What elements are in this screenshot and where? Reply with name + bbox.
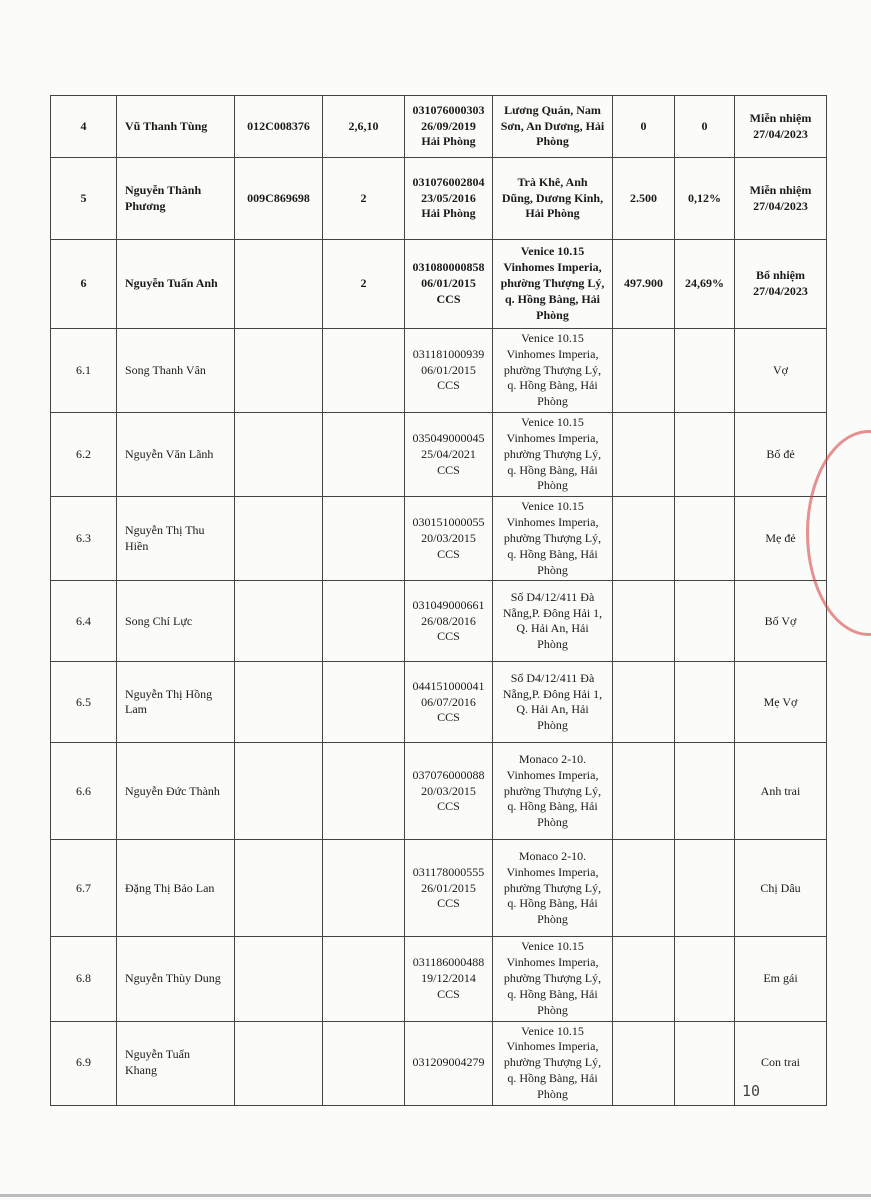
- cell-code: 009C869698: [235, 158, 323, 240]
- cell-addr: Số D4/12/411 Đà Nẵng,P. Đông Hải 1, Q. Hải An, Hải Phòng: [493, 581, 613, 662]
- cell-pos: 2: [323, 240, 405, 329]
- table-row: [51, 413, 827, 497]
- cell-stt: 6.5: [51, 662, 117, 743]
- cell-stt: 5: [51, 158, 117, 240]
- cell-code: [235, 581, 323, 662]
- cell-shares: [613, 413, 675, 497]
- cell-name: Nguyễn Tuấn Khang: [117, 1021, 235, 1105]
- cell-pct: [675, 937, 735, 1021]
- cell-name: Song Chí Lực: [117, 581, 235, 662]
- cell-shares: [613, 937, 675, 1021]
- cell-stt: 6.9: [51, 1021, 117, 1105]
- cell-shares: 497.900: [613, 240, 675, 329]
- cell-note: Anh trai: [735, 743, 827, 840]
- cell-stt: 4: [51, 96, 117, 158]
- cell-note: Miễn nhiệm 27/04/2023: [735, 96, 827, 158]
- cell-note: Con trai: [735, 1021, 827, 1105]
- cell-addr: Số D4/12/411 Đà Nẵng,P. Đông Hải 1, Q. Hải An, Hải Phòng: [493, 662, 613, 743]
- scan-edge: [0, 1194, 871, 1197]
- cell-code: [235, 240, 323, 329]
- cell-code: [235, 937, 323, 1021]
- cell-shares: [613, 329, 675, 413]
- cell-name: Nguyễn Văn Lãnh: [117, 413, 235, 497]
- cell-id: 031181000939 06/01/2015 CCS: [405, 329, 493, 413]
- cell-addr: Venice 10.15 Vinhomes Imperia, phường Thượng Lý, q. Hồng Bàng, Hải Phòng: [493, 937, 613, 1021]
- cell-name: Nguyễn Tuấn Anh: [117, 240, 235, 329]
- cell-note: Bố Vợ: [735, 581, 827, 662]
- cell-id: 031178000555 26/01/2015 CCS: [405, 840, 493, 937]
- cell-name: Song Thanh Vân: [117, 329, 235, 413]
- cell-code: [235, 413, 323, 497]
- cell-addr: Monaco 2-10. Vinhomes Imperia, phường Thượng Lý, q. Hồng Bàng, Hải Phòng: [493, 743, 613, 840]
- cell-stt: 6: [51, 240, 117, 329]
- cell-code: [235, 840, 323, 937]
- cell-name: Đặng Thị Bảo Lan: [117, 840, 235, 937]
- cell-addr: Venice 10.15 Vinhomes Imperia, phường Thượng Lý, q. Hồng Bàng, Hải Phòng: [493, 240, 613, 329]
- table-row: [51, 329, 827, 413]
- cell-name: Nguyễn Thị Thu Hiền: [117, 497, 235, 581]
- cell-shares: [613, 743, 675, 840]
- cell-pct: [675, 840, 735, 937]
- cell-stt: 6.1: [51, 329, 117, 413]
- cell-stt: 6.6: [51, 743, 117, 840]
- cell-pct: [675, 662, 735, 743]
- cell-stt: 6.8: [51, 937, 117, 1021]
- cell-id: 031049000661 26/08/2016 CCS: [405, 581, 493, 662]
- table-row: [51, 581, 827, 662]
- cell-id: 031186000488 19/12/2014 CCS: [405, 937, 493, 1021]
- cell-stt: 6.7: [51, 840, 117, 937]
- cell-code: 012C008376: [235, 96, 323, 158]
- cell-pos: [323, 937, 405, 1021]
- cell-id: 044151000041 06/07/2016 CCS: [405, 662, 493, 743]
- cell-code: [235, 329, 323, 413]
- cell-pos: [323, 413, 405, 497]
- cell-name: Nguyễn Đức Thành: [117, 743, 235, 840]
- table-row: [51, 240, 827, 329]
- cell-id: 035049000045 25/04/2021 CCS: [405, 413, 493, 497]
- cell-addr: Venice 10.15 Vinhomes Imperia, phường Thượng Lý, q. Hồng Bàng, Hải Phòng: [493, 329, 613, 413]
- cell-note: Miễn nhiệm 27/04/2023: [735, 158, 827, 240]
- cell-code: [235, 497, 323, 581]
- shareholder-table: [50, 95, 827, 1106]
- cell-pos: [323, 329, 405, 413]
- cell-note: Mẹ Vợ: [735, 662, 827, 743]
- cell-stt: 6.3: [51, 497, 117, 581]
- cell-pos: 2,6,10: [323, 96, 405, 158]
- cell-name: Nguyễn Thành Phương: [117, 158, 235, 240]
- cell-note: Vợ: [735, 329, 827, 413]
- table-row: [51, 1021, 827, 1105]
- cell-pct: [675, 581, 735, 662]
- cell-id: 037076000088 20/03/2015 CCS: [405, 743, 493, 840]
- page-number: 10: [742, 1082, 761, 1100]
- cell-shares: [613, 662, 675, 743]
- cell-pct: [675, 1021, 735, 1105]
- cell-shares: 2.500: [613, 158, 675, 240]
- cell-note: Chị Dâu: [735, 840, 827, 937]
- cell-name: Nguyễn Thùy Dung: [117, 937, 235, 1021]
- cell-id: 031076002804 23/05/2016 Hải Phòng: [405, 158, 493, 240]
- table-row: [51, 158, 827, 240]
- table-row: [51, 497, 827, 581]
- cell-pct: 24,69%: [675, 240, 735, 329]
- cell-shares: 0: [613, 96, 675, 158]
- table-row: [51, 937, 827, 1021]
- cell-pos: [323, 840, 405, 937]
- cell-id: 031076000303 26/09/2019 Hải Phòng: [405, 96, 493, 158]
- cell-pos: [323, 1021, 405, 1105]
- cell-name: Nguyễn Thị Hồng Lam: [117, 662, 235, 743]
- cell-pos: [323, 743, 405, 840]
- cell-addr: Trà Khê, Anh Dũng, Dương Kinh, Hải Phòng: [493, 158, 613, 240]
- table-row: [51, 96, 827, 158]
- cell-pos: [323, 662, 405, 743]
- cell-code: [235, 662, 323, 743]
- cell-pct: [675, 329, 735, 413]
- cell-code: [235, 743, 323, 840]
- cell-addr: Venice 10.15 Vinhomes Imperia, phường Thượng Lý, q. Hồng Bàng, Hải Phòng: [493, 413, 613, 497]
- cell-id: 031080000858 06/01/2015 CCS: [405, 240, 493, 329]
- cell-addr: Lương Quán, Nam Sơn, An Dương, Hải Phòng: [493, 96, 613, 158]
- cell-shares: [613, 840, 675, 937]
- cell-stt: 6.4: [51, 581, 117, 662]
- cell-addr: Monaco 2-10. Vinhomes Imperia, phường Thượng Lý, q. Hồng Bàng, Hải Phòng: [493, 840, 613, 937]
- cell-pos: 2: [323, 158, 405, 240]
- cell-note: Mẹ đẻ: [735, 497, 827, 581]
- cell-id: 031209004279: [405, 1021, 493, 1105]
- cell-shares: [613, 1021, 675, 1105]
- table-row: [51, 743, 827, 840]
- cell-note: Bố đẻ: [735, 413, 827, 497]
- cell-pct: 0,12%: [675, 158, 735, 240]
- cell-shares: [613, 497, 675, 581]
- cell-note: Em gái: [735, 937, 827, 1021]
- cell-shares: [613, 581, 675, 662]
- cell-pct: [675, 497, 735, 581]
- cell-code: [235, 1021, 323, 1105]
- cell-pct: [675, 413, 735, 497]
- cell-addr: Venice 10.15 Vinhomes Imperia, phường Thượng Lý, q. Hồng Bàng, Hải Phòng: [493, 497, 613, 581]
- cell-pos: [323, 497, 405, 581]
- cell-pos: [323, 581, 405, 662]
- cell-stt: 6.2: [51, 413, 117, 497]
- cell-name: Vũ Thanh Tùng: [117, 96, 235, 158]
- cell-pct: 0: [675, 96, 735, 158]
- cell-id: 030151000055 20/03/2015 CCS: [405, 497, 493, 581]
- table-row: [51, 840, 827, 937]
- cell-addr: Venice 10.15 Vinhomes Imperia, phường Thượng Lý, q. Hồng Bàng, Hải Phòng: [493, 1021, 613, 1105]
- table-row: [51, 662, 827, 743]
- cell-pct: [675, 743, 735, 840]
- cell-note: Bổ nhiệm 27/04/2023: [735, 240, 827, 329]
